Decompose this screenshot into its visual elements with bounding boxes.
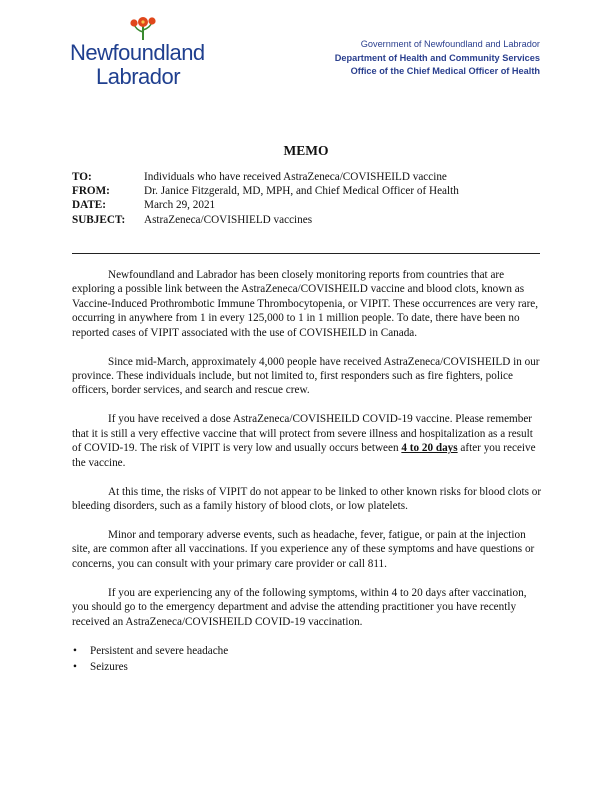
paragraph-symptoms: If you are experiencing any of the following symptoms, within 4 to 20 days after vaccination, you should go to the emergency department and advise the attending practitioner you have recently received an AstraZeneca/COVISHEILD COVID-19 vaccination. bbox=[72, 586, 527, 628]
list-item-text: Persistent and severe headache bbox=[90, 644, 229, 657]
nl-logo bbox=[68, 14, 216, 88]
paragraph-adverse-events: Minor and temporary adverse events, such as headache, fever, fatigue, or pain at the injection site, are common after all vaccinations. If you experience any of these symptoms and have questions or concerns, you can consult with your primary care provider or call 811. bbox=[72, 529, 535, 570]
paragraph-monitoring: Newfoundland and Labrador has been closely monitoring reports from countries that are exploring a possible link between the AstraZeneca/COVISHEILD vaccine and blood clots, known as Vaccine-Induced Prothrombotic Immune Thrombocytopenia, or VIPIT. These occurrences are very rare, occurring in anywhere from 1 in every 125,000 to 1 in 1 million people. To date, there have been no reported cases of VIPIT associated with the use of COVISHEILD in Canada. bbox=[72, 269, 539, 339]
list-item-text: Seizures bbox=[90, 661, 128, 674]
government-header bbox=[335, 38, 540, 79]
risk-text-start: If you have received a dose AstraZeneca/COVISHEILD COVID-19 vaccine. Please remember that it is still a very effective vaccine that will protect from severe illness and hospitalization as a result of COVID-19. The risk of VIPIT is very low and usually occurs between bbox=[72, 413, 533, 455]
list-item bbox=[72, 644, 542, 658]
bullet-icon: • bbox=[73, 661, 77, 674]
memo-title: MEMO bbox=[283, 143, 329, 158]
risk-text-end: after you receive the vaccine. bbox=[72, 442, 536, 469]
office-name: Office of the Chief Medical Officer of Health bbox=[350, 66, 540, 76]
subject-value: AstraZeneca/COVISHIELD vaccines bbox=[144, 213, 313, 226]
list-item bbox=[72, 660, 542, 674]
from-value: Dr. Janice Fitzgerald, MD, MPH, and Chief Medical Officer of Health bbox=[144, 185, 459, 198]
memo-body bbox=[72, 268, 542, 677]
date-value: March 29, 2021 bbox=[144, 199, 216, 212]
symptom-list bbox=[72, 644, 542, 675]
paragraph-recipients: Since mid-March, approximately 4,000 people have received AstraZeneca/COVISHEILD in our province. These individuals include, but not limited to, first responders such as fire fighters, police officers, border services, and search and rescue crew. bbox=[72, 355, 540, 397]
logo-text-labrador: Labrador bbox=[96, 64, 181, 89]
memo-to-row bbox=[72, 170, 459, 184]
bullet-icon: • bbox=[73, 644, 77, 657]
pitcher-plant-icon bbox=[128, 14, 158, 40]
memo-from-row bbox=[72, 184, 459, 198]
to-label: TO: bbox=[72, 171, 92, 183]
paragraph-risk-factors: At this time, the risks of VIPIT do not appear to be linked to other known risks for blood clots or bleeding disorders, such as a family history of blood clots, or low platelets. bbox=[72, 485, 542, 513]
subject-label: SUBJECT: bbox=[72, 213, 126, 226]
to-value: Individuals who have received AstraZeneca/COVISHEILD vaccine bbox=[144, 171, 447, 183]
memo-date-row bbox=[72, 198, 459, 212]
risk-window-emphasis: 4 to 20 days bbox=[401, 442, 458, 455]
government-name: Government of Newfoundland and Labrador bbox=[360, 39, 540, 49]
from-label: FROM: bbox=[72, 185, 110, 198]
memo-subject-row bbox=[72, 213, 459, 227]
date-label: DATE: bbox=[72, 199, 106, 212]
logo-text-newfoundland: Newfoundland bbox=[70, 40, 205, 65]
memo-header bbox=[72, 170, 459, 227]
paragraph-risk bbox=[72, 412, 542, 470]
department-name: Department of Health and Community Services bbox=[334, 52, 540, 63]
header-divider bbox=[72, 253, 540, 254]
